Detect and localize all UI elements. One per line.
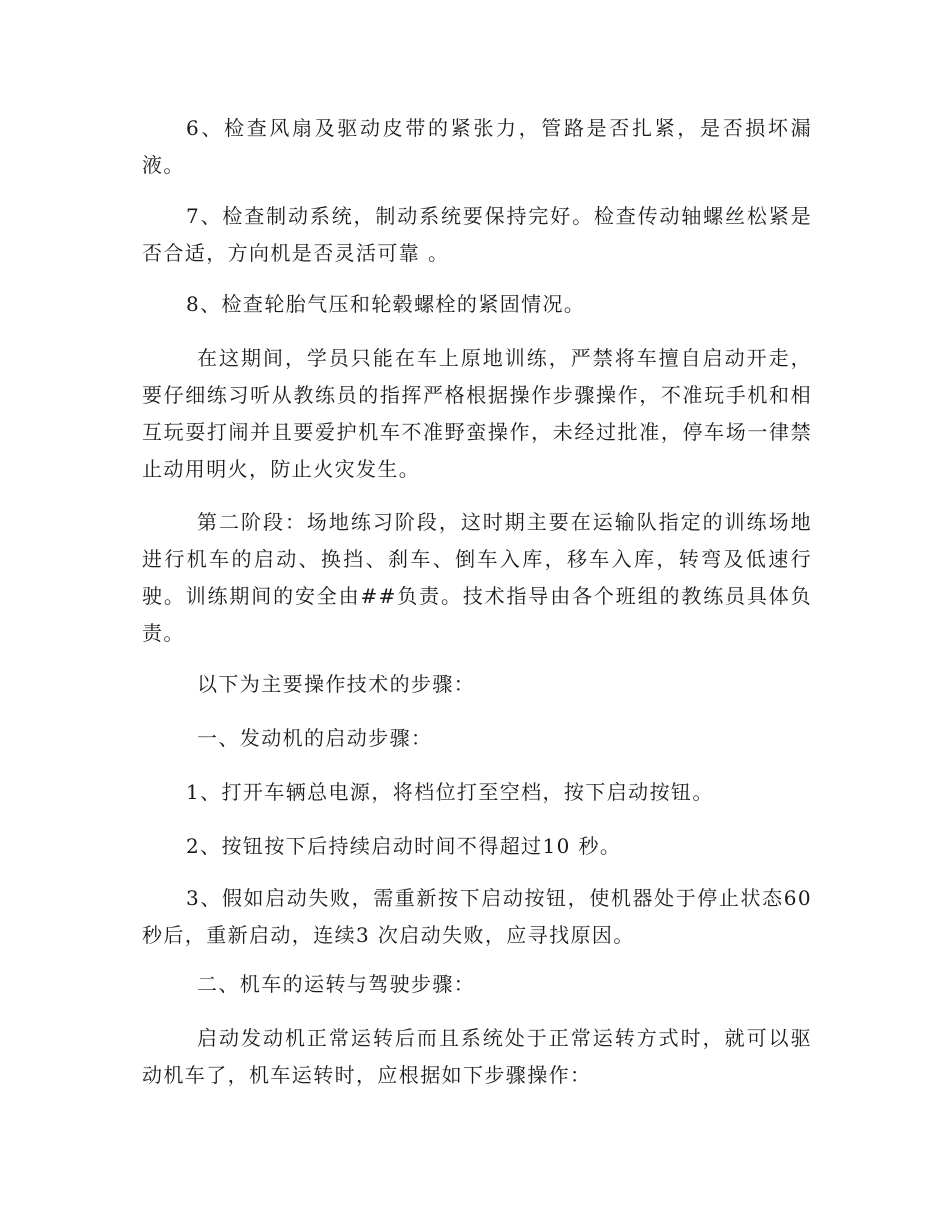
heading-engine-start: 一、发动机的启动步骤： [197, 726, 433, 750]
paragraph-step-3: 3、假如启动失败，需重新按下启动按钮，使机器处于停止状态60秒后，重新启动，连续3 次启动失败，应寻找原因。 [142, 886, 812, 947]
paragraph-fan-belt-check: 6、检查风扇及驱动皮带的紧张力，管路是否扎紧，是否损坏漏液。 [142, 116, 812, 177]
paragraph-tire-check: 8、检查轮胎气压和轮毂螺栓的紧固情况。 [186, 292, 586, 316]
paragraph-training-rules: 在这期间，学员只能在车上原地训练，严禁将车擅自启动开走，要仔细练习听从教练员的指挥严格根据操作步骤操作，不准玩手机和相互玩耍打闹并且要爱护机车不准野蛮操作，未经过批准，停车场一律禁止动用明火，防止火灾发生。 [142, 346, 812, 481]
heading-operation-driving: 二、机车的运转与驾驶步骤： [197, 972, 476, 996]
paragraph-driving-intro: 启动发动机正常运转后而且系统处于正常运转方式时，就可以驱动机车了，机车运转时，应根据如下步骤操作： [142, 1026, 812, 1087]
paragraph-brake-check: 7、检查制动系统，制动系统要保持完好。检查传动轴螺丝松紧是否合适，方向机是否灵活可靠 。 [142, 204, 812, 265]
paragraph-stage-two: 第二阶段：场地练习阶段，这时期主要在运输队指定的训练场地进行机车的启动、换挡、刹车、倒车入库，移车入库，转弯及低速行驶。训练期间的安全由##负责。技术指导由各个班组的教练员具体负责。 [142, 510, 812, 645]
paragraph-step-2: 2、按钮按下后持续启动时间不得超过10 秒。 [186, 834, 622, 858]
paragraph-step-1: 1、打开车辆总电源，将档位打至空档，按下启动按钮。 [186, 780, 714, 804]
paragraph-steps-intro: 以下为主要操作技术的步骤： [197, 672, 476, 696]
